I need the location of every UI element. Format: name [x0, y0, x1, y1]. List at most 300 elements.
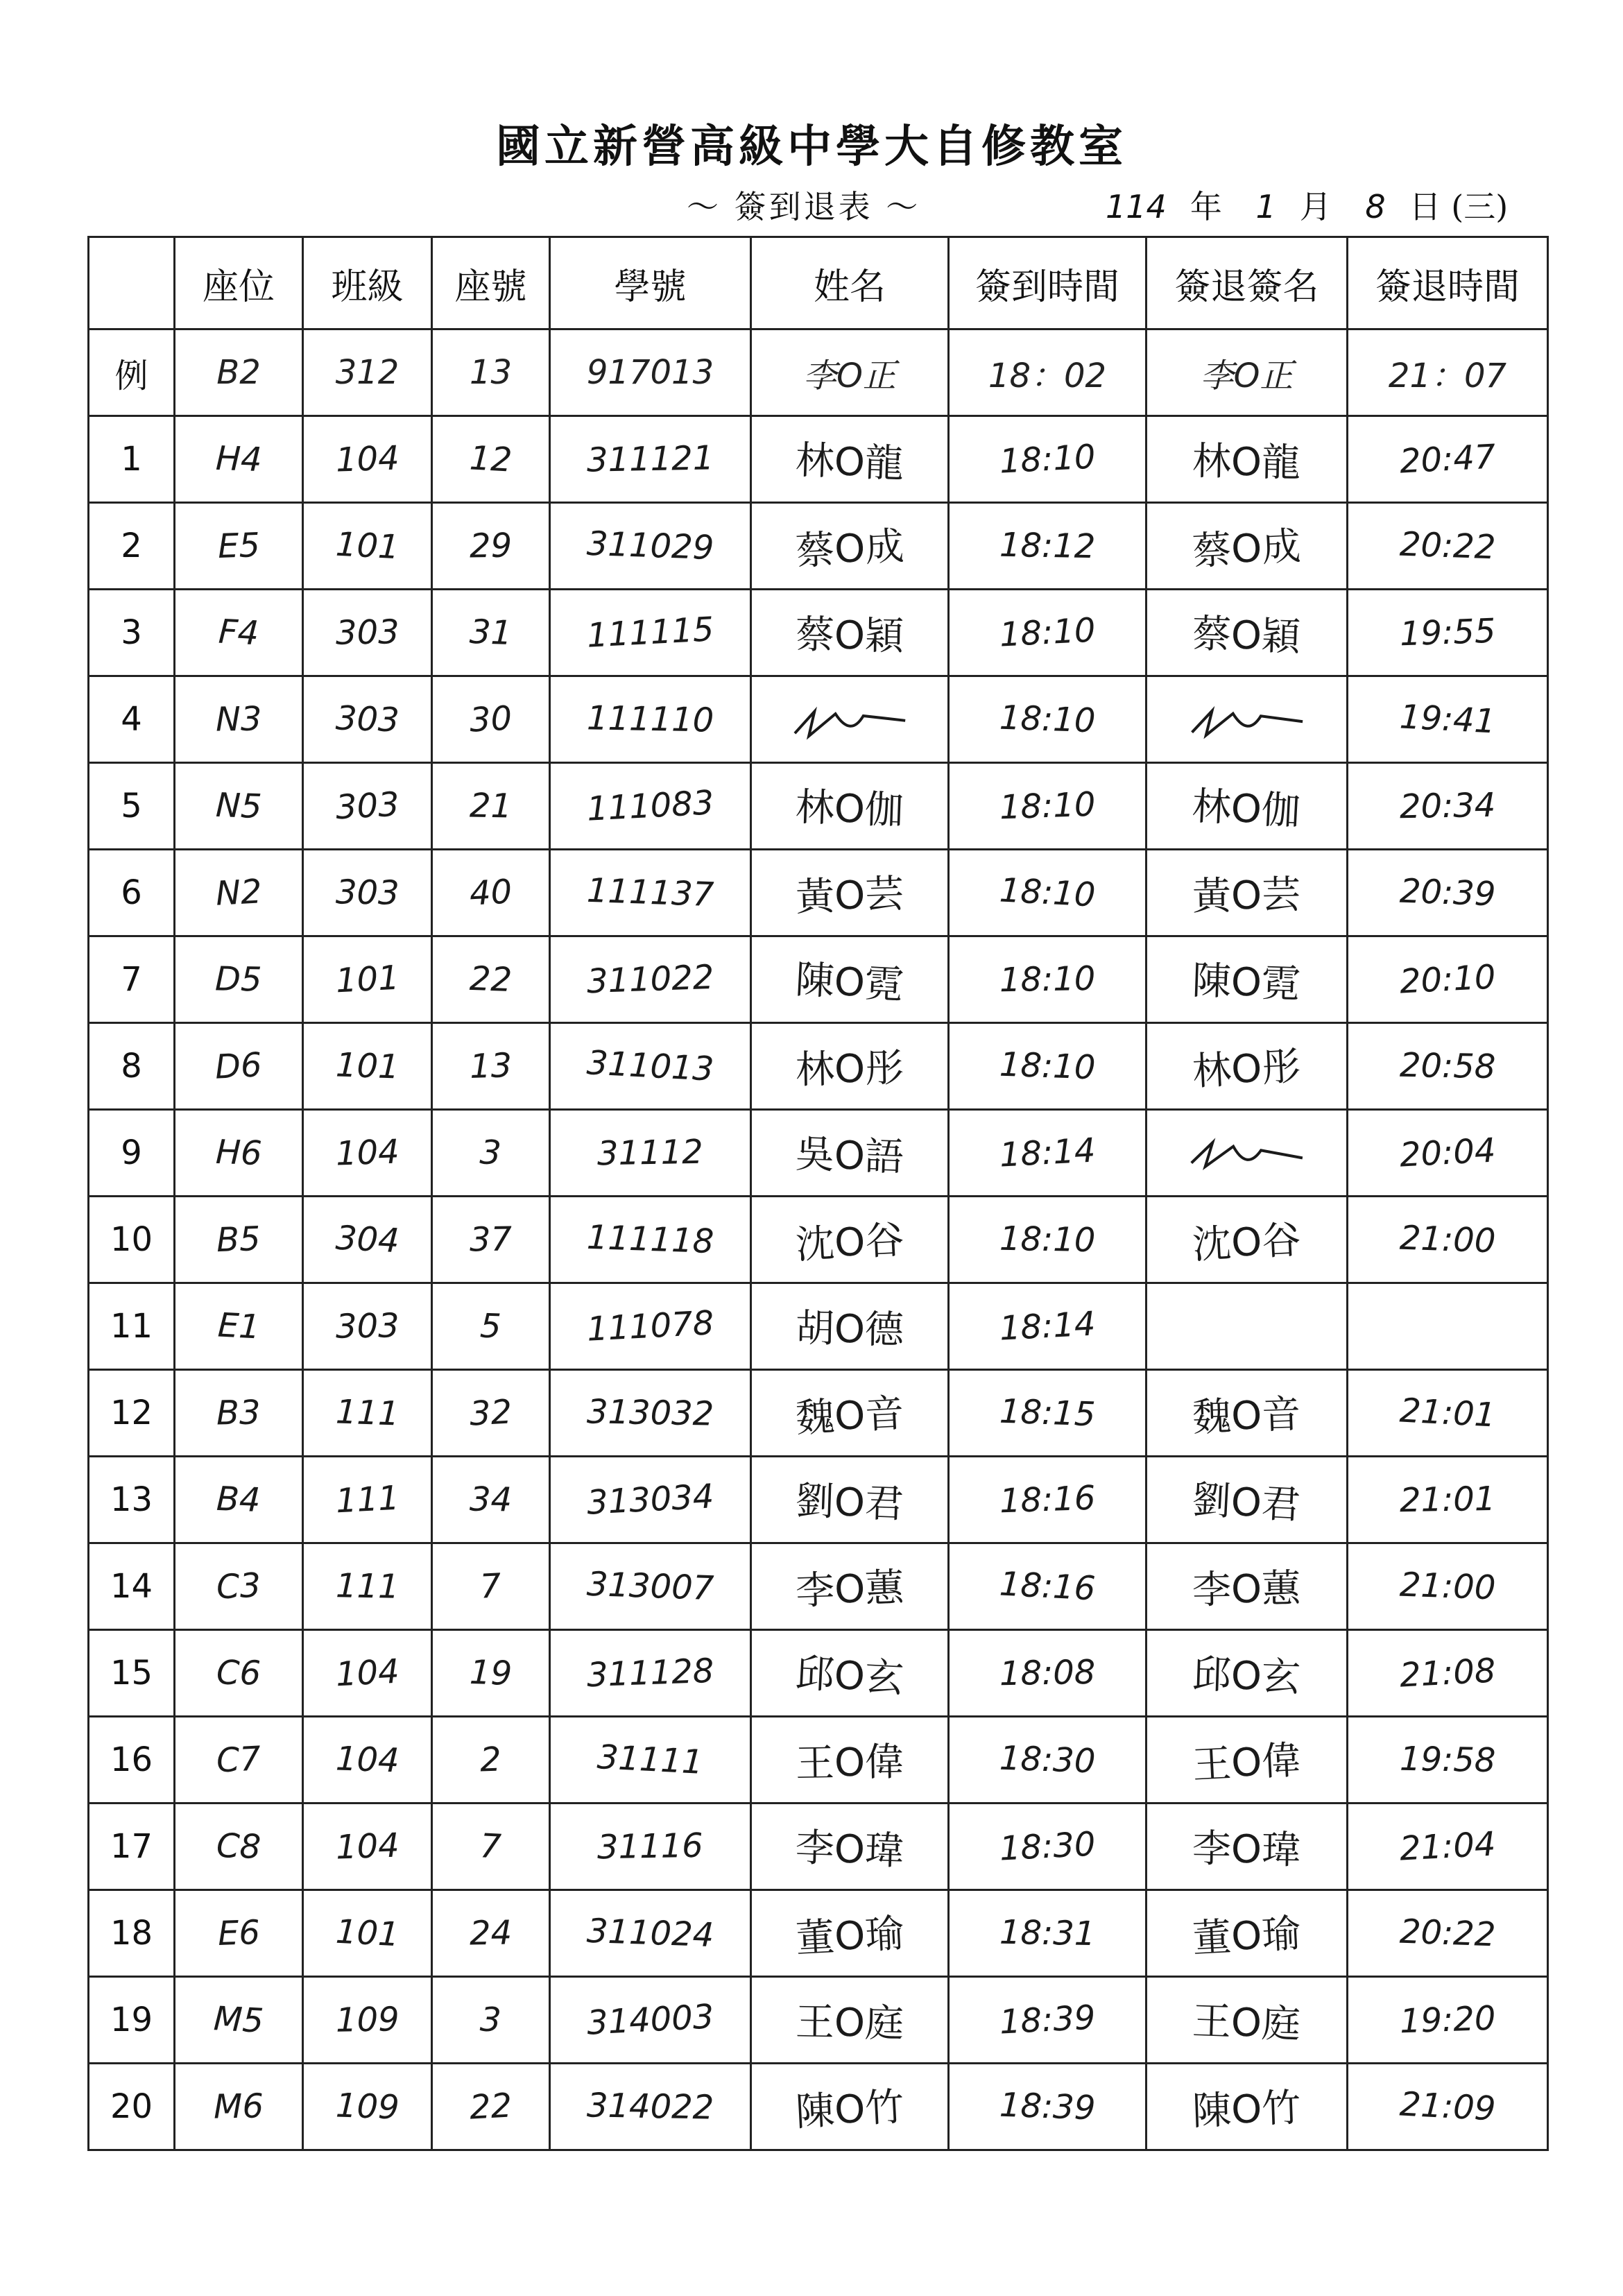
cell-signout-time [1348, 2064, 1548, 2150]
signin-table [87, 236, 1549, 2151]
handwritten-seat: B3 [216, 1393, 261, 1433]
cell-signin-time [949, 1283, 1147, 1370]
cell-seat [175, 1110, 303, 1197]
handwritten-seat: D5 [214, 959, 263, 1000]
handwritten-signout-time: 21:08 [1398, 1651, 1497, 1695]
handwritten-seat-number: 29 [469, 526, 513, 566]
cell-row-number: 16 [89, 1717, 175, 1804]
cell-row-number: 18 [89, 1890, 175, 1977]
cell-signout-signature [1147, 676, 1348, 763]
cell-signout-time [1348, 1283, 1548, 1370]
handwritten-signin-time: 18:12 [999, 525, 1096, 567]
handwritten-class: 104 [334, 1132, 400, 1174]
handwritten-seat-number: 24 [469, 1913, 513, 1953]
date-year-unit: 年 [1190, 188, 1222, 225]
cell-signout-signature [1147, 936, 1348, 1023]
handwritten-signout-signature: 黃O芸 [1192, 872, 1302, 920]
handwritten-student-id: 311024 [585, 1911, 715, 1955]
handwritten-student-id: 111118 [585, 1217, 715, 1262]
handwritten-student-id: 311013 [585, 1043, 715, 1089]
handwritten-class: 111 [334, 1478, 400, 1521]
handwritten-seat: N2 [214, 872, 263, 914]
handwritten-signin-time: 18:10 [998, 871, 1097, 915]
cell-signin-time [949, 1457, 1147, 1543]
example-student-id: 917013 [550, 329, 751, 416]
cell-seat [175, 1283, 303, 1370]
handwritten-seat-number: 37 [469, 1219, 513, 1260]
handwritten-student-id: 313032 [586, 1392, 714, 1434]
handwritten-name: 王O偉 [795, 1739, 904, 1787]
handwritten-signout-time: 20:47 [1398, 437, 1497, 481]
handwritten-seat: E6 [216, 1912, 261, 1954]
example-class: 312 [303, 329, 432, 416]
cell-signout-time [1348, 1977, 1548, 2064]
cell-student-id [550, 1283, 751, 1370]
handwritten-signin-time: 18:08 [999, 1652, 1096, 1694]
cell-student-id [550, 1370, 751, 1457]
cell-seat-number [432, 1023, 550, 1110]
handwritten-class: 101 [334, 958, 400, 1001]
handwritten-seat-number: 7 [479, 1566, 503, 1607]
cell-row-number: 8 [89, 1023, 175, 1110]
cell-class [303, 1543, 432, 1630]
handwritten-seat: C6 [216, 1653, 261, 1693]
cell-signin-time [949, 1110, 1147, 1197]
cell-student-id [550, 763, 751, 850]
cell-student-id [550, 1110, 751, 1197]
handwritten-name: 黃O芸 [795, 871, 905, 920]
handwritten-class: 111 [334, 1392, 400, 1434]
date-year: 114 [1106, 188, 1167, 225]
handwritten-signout-time: 21:00 [1398, 1565, 1497, 1608]
cell-name [751, 850, 949, 936]
cell-seat [175, 763, 303, 850]
form-title: 國立新營高級中學大自修教室 [496, 121, 1127, 173]
cell-seat-number [432, 1110, 550, 1197]
cell-seat [175, 936, 303, 1023]
handwritten-seat-number: 30 [468, 699, 513, 740]
cell-class [303, 1890, 432, 1977]
example-name: 李O正 [751, 329, 949, 416]
cell-signout-time [1348, 936, 1548, 1023]
table-row [89, 676, 1548, 763]
handwritten-seat: D6 [214, 1045, 264, 1087]
handwritten-seat: E5 [216, 525, 261, 567]
cell-student-id [550, 1804, 751, 1890]
handwritten-signout-time: 20:39 [1398, 871, 1497, 914]
cell-student-id [550, 1457, 751, 1543]
handwritten-name: 李O瑋 [794, 1825, 904, 1874]
handwritten-seat: N3 [215, 699, 262, 739]
cell-signout-time [1348, 590, 1548, 676]
handwritten-seat: M6 [213, 2087, 264, 2127]
cell-signin-time [949, 416, 1147, 503]
cell-seat-number [432, 1543, 550, 1630]
handwritten-class: 104 [334, 1826, 400, 1867]
handwritten-signout-signature: 林O伽 [1191, 783, 1302, 835]
cell-signout-time [1348, 1717, 1548, 1804]
cell-signout-signature [1147, 590, 1348, 676]
handwritten-class: 303 [334, 699, 400, 740]
cell-signout-time [1348, 763, 1548, 850]
handwritten-seat-number: 22 [468, 2086, 513, 2127]
cell-signout-signature [1147, 2064, 1348, 2150]
handwritten-student-id: 313007 [585, 1564, 715, 1609]
cell-seat-number [432, 1370, 550, 1457]
handwritten-name: 沈O谷 [794, 1217, 905, 1269]
cell-seat-number [432, 1457, 550, 1543]
cell-signout-time [1348, 1023, 1548, 1110]
cell-name [751, 590, 949, 676]
handwritten-seat-number: 12 [468, 438, 513, 480]
handwritten-signout-signature: 蔡O穎 [1192, 611, 1302, 660]
cell-seat [175, 1543, 303, 1630]
cell-seat [175, 1717, 303, 1804]
example-row-number: 例 [89, 329, 175, 416]
table-row [89, 1023, 1548, 1110]
handwritten-signout-time: 19:41 [1398, 697, 1497, 742]
cell-student-id [550, 1023, 751, 1110]
cell-signout-signature [1147, 416, 1348, 503]
cell-signin-time [949, 590, 1147, 676]
table-row [89, 503, 1548, 590]
cell-student-id [550, 936, 751, 1023]
cell-signout-signature [1147, 1804, 1348, 1890]
handwritten-seat: H4 [214, 438, 263, 480]
table-row [89, 1370, 1548, 1457]
table-row [89, 1283, 1548, 1370]
table-row [89, 1630, 1548, 1717]
handwritten-class: 101 [334, 1045, 400, 1087]
table-row [89, 1110, 1548, 1197]
handwritten-student-id: 311029 [585, 524, 715, 568]
cell-signout-signature [1147, 1717, 1348, 1804]
cell-student-id [550, 676, 751, 763]
cell-name [751, 503, 949, 590]
handwritten-signout-time: 20:58 [1399, 1045, 1496, 1087]
handwritten-seat: H6 [214, 1132, 263, 1174]
cell-seat [175, 416, 303, 503]
cell-seat [175, 1630, 303, 1717]
handwritten-name: 吳O語 [794, 1131, 904, 1181]
handwritten-seat: B5 [216, 1219, 261, 1260]
handwritten-name: 魏O音 [794, 1390, 905, 1442]
handwritten-signout-time: 19:20 [1398, 1998, 1497, 2041]
cell-seat [175, 2064, 303, 2150]
handwritten-student-id: 313034 [585, 1477, 715, 1523]
handwritten-signin-time: 18:14 [998, 1304, 1097, 1348]
column-header-seat-number: 座號 [432, 237, 550, 329]
handwritten-signout-time: 19:55 [1398, 611, 1497, 654]
table-row [89, 2064, 1548, 2150]
handwritten-student-id: 311128 [585, 1651, 715, 1695]
cell-class [303, 1977, 432, 2064]
example-signout-signature: 李O正 [1147, 329, 1348, 416]
handwritten-signout-time: 21:00 [1398, 1218, 1497, 1261]
cell-student-id [550, 590, 751, 676]
handwritten-signin-time: 18:10 [999, 959, 1096, 1000]
handwritten-class: 303 [334, 785, 400, 828]
cell-row-number: 17 [89, 1804, 175, 1890]
handwritten-seat-number: 7 [479, 1826, 503, 1867]
cell-signout-signature [1147, 1977, 1348, 2064]
handwritten-signin-time: 18:16 [998, 1564, 1097, 1609]
handwritten-name: 胡O德 [795, 1305, 904, 1353]
handwritten-signin-time: 18:39 [998, 2085, 1097, 2128]
cell-class [303, 503, 432, 590]
cell-seat [175, 1977, 303, 2064]
handwritten-seat-number: 19 [468, 1652, 513, 1694]
cell-name [751, 1717, 949, 1804]
cell-row-number: 19 [89, 1977, 175, 2064]
cell-signout-signature [1147, 1370, 1348, 1457]
cell-seat-number [432, 936, 550, 1023]
cell-seat-number [432, 416, 550, 503]
cell-signout-time [1348, 1197, 1548, 1283]
cell-signin-time [949, 1804, 1147, 1890]
handwritten-seat-number: 3 [479, 2000, 502, 2040]
handwritten-student-id: 111115 [585, 610, 715, 656]
table-row [89, 1543, 1548, 1630]
cell-signout-signature [1147, 1197, 1348, 1283]
handwritten-signout-time: 20:34 [1399, 785, 1496, 827]
handwritten-name: 陳O霓 [794, 957, 905, 1009]
table-row [89, 416, 1548, 503]
handwritten-seat-number: 40 [468, 872, 513, 914]
cell-row-number: 10 [89, 1197, 175, 1283]
example-row [89, 329, 1548, 416]
cell-seat [175, 676, 303, 763]
cell-name [751, 676, 949, 763]
cell-signin-time [949, 1197, 1147, 1283]
cell-class [303, 1717, 432, 1804]
handwritten-signin-time: 18:14 [998, 1131, 1097, 1175]
cell-name [751, 1023, 949, 1110]
form-subtitle: ～ 簽到退表 ～ [687, 188, 921, 225]
handwritten-class: 101 [334, 524, 400, 567]
handwritten-signout-signature: 王O庭 [1192, 1998, 1302, 2048]
handwritten-class: 104 [334, 438, 400, 480]
cell-signout-time [1348, 1110, 1548, 1197]
cell-signout-signature [1147, 1023, 1348, 1110]
handwritten-signout-signature: 魏O音 [1192, 1391, 1302, 1441]
handwritten-name: 邱O玄 [794, 1650, 905, 1702]
cell-class [303, 2064, 432, 2150]
date-day-unit: 日 [1409, 188, 1441, 225]
handwritten-seat: F4 [217, 612, 260, 653]
cell-student-id [550, 1890, 751, 1977]
handwritten-seat-number: 2 [479, 1740, 502, 1780]
cell-signin-time [949, 1370, 1147, 1457]
cell-class [303, 936, 432, 1023]
handwritten-signin-time: 18:10 [999, 1219, 1096, 1260]
cell-class [303, 1283, 432, 1370]
handwritten-signin-time: 18:10 [998, 785, 1097, 828]
cell-signin-time [949, 1890, 1147, 1977]
cell-row-number: 20 [89, 2064, 175, 2150]
signature-scribble-icon [1183, 692, 1309, 746]
cell-seat-number [432, 2064, 550, 2150]
cell-row-number: 11 [89, 1283, 175, 1370]
cell-class [303, 763, 432, 850]
cell-signin-time [949, 1977, 1147, 2064]
cell-seat-number [432, 850, 550, 936]
cell-signout-signature [1147, 1283, 1348, 1370]
cell-student-id [550, 850, 751, 936]
handwritten-signout-time: 20:22 [1398, 524, 1497, 567]
cell-seat [175, 1457, 303, 1543]
handwritten-signout-signature: 董O瑜 [1192, 1910, 1303, 1962]
cell-seat [175, 1890, 303, 1977]
handwritten-seat: C3 [215, 1566, 262, 1607]
cell-seat-number [432, 1977, 550, 2064]
cell-seat-number [432, 676, 550, 763]
cell-signout-time [1348, 1630, 1548, 1717]
cell-row-number: 9 [89, 1110, 175, 1197]
column-header-signin-time: 簽到時間 [949, 237, 1147, 329]
handwritten-seat-number: 22 [468, 959, 513, 1000]
cell-seat-number [432, 1283, 550, 1370]
cell-row-number: 12 [89, 1370, 175, 1457]
cell-signout-signature [1147, 503, 1348, 590]
handwritten-seat-number: 13 [468, 1045, 513, 1087]
cell-name [751, 1110, 949, 1197]
handwritten-signout-time: 20:04 [1398, 1131, 1497, 1175]
cell-class [303, 1197, 432, 1283]
handwritten-signout-time: 21:04 [1398, 1824, 1497, 1869]
table-row [89, 936, 1548, 1023]
cell-name [751, 1197, 949, 1283]
date-weekday: (三) [1451, 188, 1509, 225]
date-month-unit: 月 [1299, 188, 1332, 225]
cell-signout-signature [1147, 850, 1348, 936]
handwritten-student-id: 111110 [586, 699, 714, 740]
cell-signin-time [949, 676, 1147, 763]
cell-name [751, 1457, 949, 1543]
table-row [89, 1197, 1548, 1283]
table-row [89, 1717, 1548, 1804]
cell-seat [175, 850, 303, 936]
cell-seat-number [432, 763, 550, 850]
cell-seat-number [432, 1197, 550, 1283]
handwritten-seat: M5 [212, 1999, 265, 2041]
cell-signout-time [1348, 1370, 1548, 1457]
cell-signin-time [949, 1023, 1147, 1110]
cell-name [751, 2064, 949, 2150]
cell-name [751, 1890, 949, 1977]
cell-student-id [550, 503, 751, 590]
cell-name [751, 1543, 949, 1630]
cell-name [751, 1804, 949, 1890]
cell-class [303, 590, 432, 676]
cell-student-id [550, 416, 751, 503]
handwritten-seat-number: 32 [468, 1392, 513, 1434]
handwritten-class: 303 [335, 1306, 400, 1346]
handwritten-signin-time: 18:30 [998, 1738, 1097, 1781]
cell-signout-signature [1147, 1457, 1348, 1543]
handwritten-student-id: 311121 [586, 438, 714, 480]
handwritten-seat: B4 [216, 1479, 261, 1520]
cell-student-id [550, 1543, 751, 1630]
cell-row-number: 3 [89, 590, 175, 676]
handwritten-name: 王O庭 [795, 1999, 904, 2047]
handwritten-seat: C8 [216, 1826, 261, 1867]
handwritten-class: 304 [334, 1218, 400, 1261]
cell-seat [175, 1370, 303, 1457]
cell-seat-number [432, 590, 550, 676]
cell-student-id [550, 1630, 751, 1717]
cell-name [751, 1370, 949, 1457]
cell-class [303, 1630, 432, 1717]
column-header-signout-time: 簽退時間 [1348, 237, 1548, 329]
table-row [89, 590, 1548, 676]
handwritten-name: 劉O君 [794, 1478, 904, 1527]
cell-signin-time [949, 763, 1147, 850]
cell-class [303, 1023, 432, 1110]
handwritten-name: 蔡O成 [794, 523, 905, 575]
handwritten-signin-time: 18:30 [998, 1824, 1097, 1869]
cell-row-number: 4 [89, 676, 175, 763]
handwritten-signout-signature: 王O偉 [1192, 1737, 1303, 1789]
handwritten-signin-time: 18:10 [998, 698, 1097, 741]
cell-signout-time [1348, 503, 1548, 590]
cell-row-number: 2 [89, 503, 175, 590]
cell-signout-time [1348, 676, 1548, 763]
signature-scribble-icon [1184, 1127, 1309, 1179]
column-header-seat: 座位 [175, 237, 303, 329]
handwritten-seat: E1 [216, 1305, 261, 1347]
handwritten-signout-signature: 李O瑋 [1192, 1826, 1302, 1874]
cell-signout-time [1348, 1804, 1548, 1890]
handwritten-signout-signature: 李O蕙 [1192, 1566, 1302, 1613]
cell-signin-time [949, 2064, 1147, 2150]
table-row [89, 763, 1548, 850]
handwritten-name: 蔡O穎 [795, 612, 904, 660]
cell-seat [175, 1023, 303, 1110]
handwritten-student-id: 111083 [585, 783, 715, 829]
cell-class [303, 416, 432, 503]
handwritten-signout-time: 20:10 [1398, 957, 1497, 1002]
column-header-row-number [89, 237, 175, 329]
handwritten-seat-number: 31 [468, 612, 513, 653]
cell-signin-time [949, 1630, 1147, 1717]
cell-student-id [550, 2064, 751, 2150]
cell-signout-time [1348, 1457, 1548, 1543]
handwritten-signout-time: 21:09 [1398, 2084, 1497, 2129]
handwritten-signout-signature: 邱O玄 [1192, 1652, 1302, 1701]
cell-seat-number [432, 1717, 550, 1804]
handwritten-student-id: 311022 [585, 957, 715, 1002]
cell-class [303, 1370, 432, 1457]
cell-name [751, 416, 949, 503]
cell-row-number: 14 [89, 1543, 175, 1630]
handwritten-signout-time: 21:01 [1398, 1391, 1497, 1435]
table-row [89, 1977, 1548, 2064]
date-month: 1 [1255, 188, 1276, 225]
cell-seat-number [432, 1890, 550, 1977]
handwritten-name: 林O龍 [794, 438, 904, 487]
handwritten-seat: N5 [214, 785, 263, 827]
cell-name [751, 1283, 949, 1370]
cell-row-number: 15 [89, 1630, 175, 1717]
date-day: 8 [1365, 188, 1386, 225]
cell-seat [175, 503, 303, 590]
handwritten-signin-time: 18:10 [998, 610, 1097, 655]
cell-signout-signature [1147, 1890, 1348, 1977]
handwritten-signin-time: 18:31 [999, 1912, 1096, 1954]
cell-signin-time [949, 503, 1147, 590]
handwritten-signout-signature: 林O彤 [1192, 1043, 1303, 1095]
